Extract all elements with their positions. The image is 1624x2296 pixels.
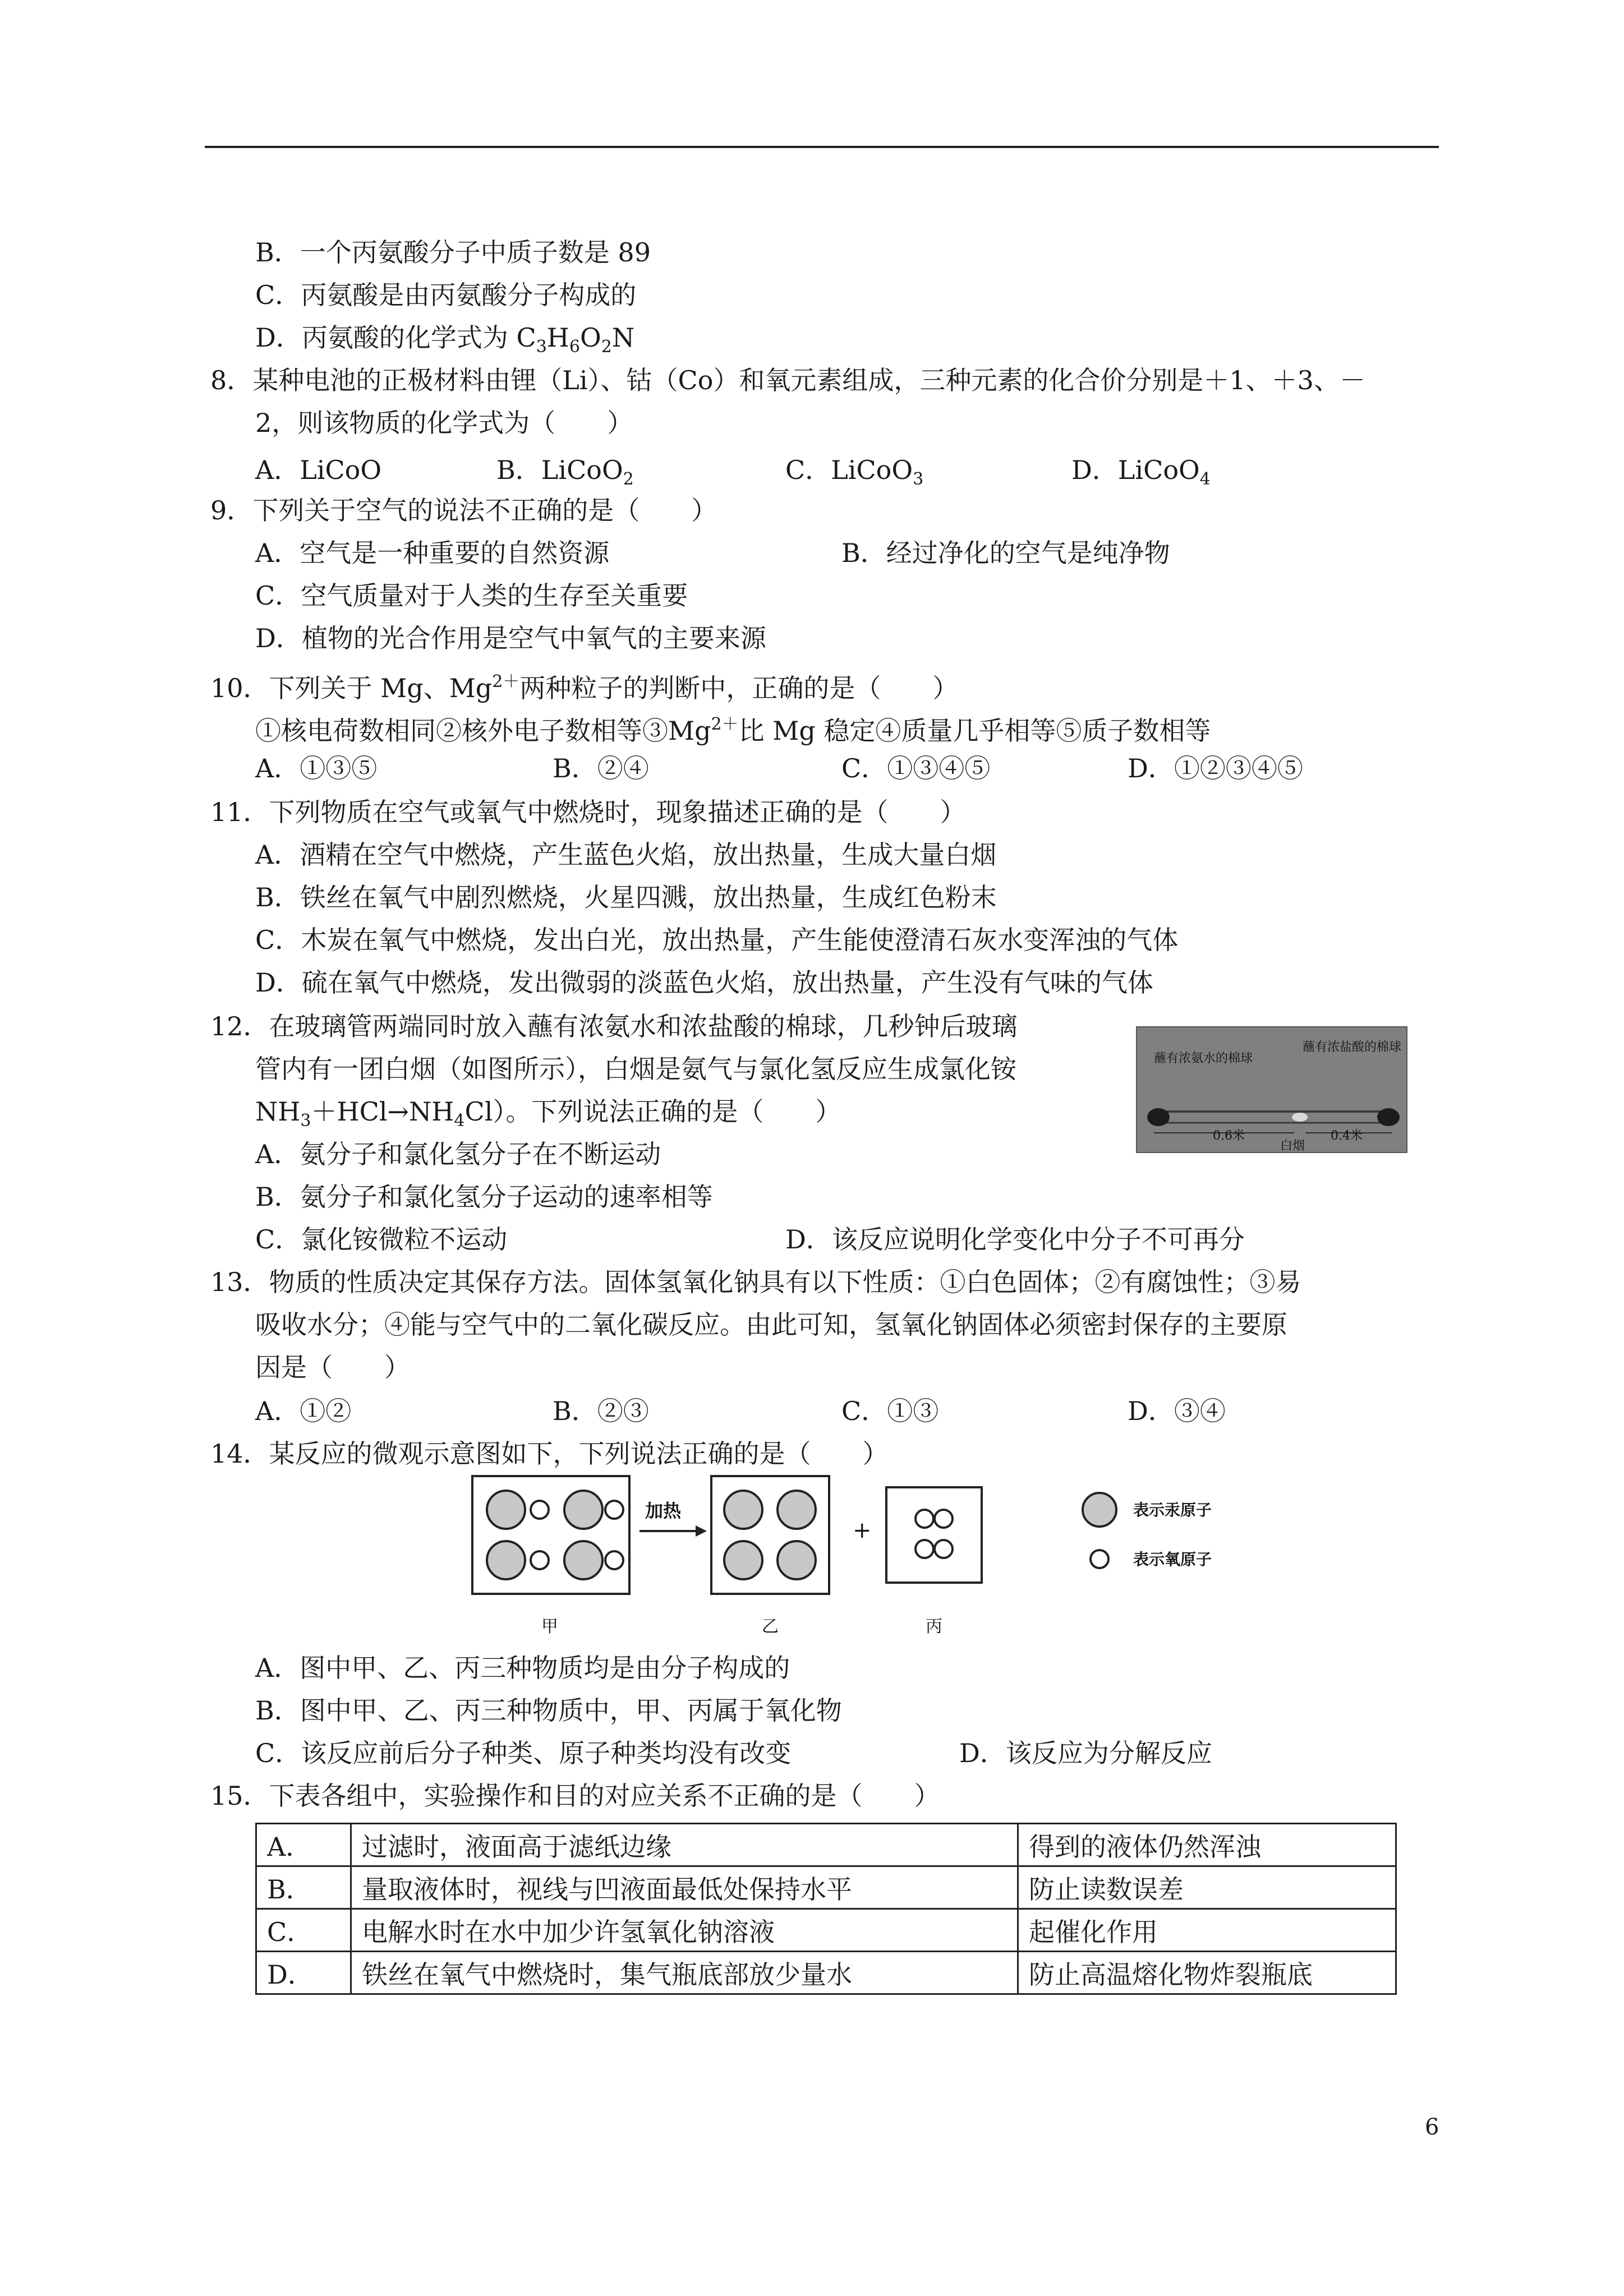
row-goal: 得到的液体仍然浑浊	[1018, 1824, 1396, 1866]
row-goal: 防止读数误差	[1018, 1866, 1396, 1909]
white-smoke	[1292, 1113, 1308, 1122]
reaction-micro-diagram	[471, 1475, 1245, 1643]
q13-stem-line2: 吸收水分；④能与空气中的二氧化碳反应。由此可知，氢氧化钠固体必须密封保存的主要原	[255, 1310, 1287, 1340]
q13-stem-line3: 因是（ ）	[255, 1352, 410, 1382]
table-row	[256, 1866, 1396, 1909]
q9-option-a: A．空气是一种重要的自然资源	[255, 538, 610, 568]
q11-option-a: A．酒精在空气中燃烧，产生蓝色火焰，放出热量，生成大量白烟	[255, 840, 997, 870]
q14-option-a: A．图中甲、乙、丙三种物质均是由分子构成的	[255, 1653, 790, 1683]
q11-option-d: D．硫在氧气中燃烧，发出微弱的淡蓝色火焰，放出热量，产生没有气味的气体	[255, 967, 1153, 998]
q13-option-a: A．①②	[255, 1396, 352, 1426]
photo-label-left: 蘸有浓氨水的棉球	[1154, 1052, 1253, 1066]
q8-option-d: D．LiCoO$_4$	[1071, 455, 1211, 489]
q10-option-a: A．①③⑤	[255, 753, 378, 783]
q14-option-c: C．该反应前后分子种类、原子种类均没有改变	[255, 1738, 792, 1768]
q10-option-d: D．①②③④⑤	[1128, 753, 1303, 783]
q11-option-b: B．铁丝在氧气中剧烈燃烧，火星四溅，放出热量，生成红色粉末	[255, 882, 997, 912]
q12-stem-line3: $NH_3+HCl\to NH_4Cl$）。下列说法正确的是（ ）	[255, 1096, 841, 1131]
q12-option-a: A．氨分子和氯化氢分子在不断运动	[255, 1139, 661, 1169]
row-option: C．	[256, 1909, 351, 1952]
o2-molecules	[915, 1510, 953, 1558]
photo-smoke-label: 白烟	[1280, 1139, 1305, 1152]
legend-o-icon	[1091, 1550, 1108, 1568]
plus-sign: +	[853, 1518, 872, 1543]
row-option: A．	[256, 1824, 351, 1866]
q12-option-d: D．该反应说明化学变化中分子不可再分	[785, 1224, 1245, 1255]
box-yi	[711, 1476, 829, 1594]
label-jia: 甲	[541, 1617, 558, 1636]
q7-option-c: C．丙氨酸是由丙氨酸分子构成的	[255, 280, 637, 310]
q12-option-b: B．氨分子和氯化氢分子运动的速率相等	[255, 1182, 713, 1212]
hcl-cotton-ball	[1377, 1108, 1400, 1126]
ammonia-cotton-ball	[1147, 1108, 1170, 1126]
row-operation: 电解水时在水中加少许氢氧化钠溶液	[351, 1909, 1018, 1952]
q13-stem-line1: 13．物质的性质决定其保存方法。固体氢氧化钠具有以下性质：①白色固体；②有腐蚀性；③易	[210, 1267, 1301, 1297]
q13-option-d: D．③④	[1128, 1396, 1226, 1426]
q14-option-d: D．该反应为分解反应	[959, 1738, 1212, 1768]
glass-tube-photo	[1136, 1026, 1407, 1153]
q10-option-c: C．①③④⑤	[841, 753, 991, 783]
hgo-molecules	[487, 1491, 623, 1579]
q14-option-b: B．图中甲、乙、丙三种物质中，甲、丙属于氧化物	[255, 1695, 842, 1726]
q8-option-b: B．LiCoO$_2$	[496, 455, 634, 489]
q9-option-c: C．空气质量对于人类的生存至关重要	[255, 580, 688, 611]
q9-option-d: D．植物的光合作用是空气中氧气的主要来源	[255, 623, 766, 653]
table-row	[256, 1909, 1396, 1952]
table-row	[256, 1824, 1396, 1866]
row-operation: 量取液体时，视线与凹液面最低处保持水平	[351, 1866, 1018, 1909]
row-goal: 防止高温熔化物炸裂瓶底	[1018, 1952, 1396, 1994]
q8-option-c: C．LiCoO$_3$	[785, 455, 924, 489]
q13-option-c: C．①③	[841, 1396, 939, 1426]
q13-option-b: B．②③	[553, 1396, 649, 1426]
row-goal: 起催化作用	[1018, 1909, 1396, 1952]
q15-table	[255, 1823, 1397, 1995]
heat-label: 加热	[645, 1500, 682, 1522]
q14-stem: 14．某反应的微观示意图如下，下列说法正确的是（ ）	[210, 1439, 889, 1469]
header-rule	[205, 146, 1439, 148]
q11-option-c: C．木炭在氧气中燃烧，发出白光，放出热量，产生能使澄清石灰水变浑浊的气体	[255, 925, 1179, 955]
row-option: D．	[256, 1952, 351, 1994]
label-yi: 乙	[762, 1617, 779, 1636]
q9-option-b: B．经过净化的空气是纯净物	[841, 538, 1170, 568]
legend-hg-text: 表示汞原子	[1133, 1501, 1212, 1519]
q7-option-b: B．一个丙氨酸分子中质子数是 89	[255, 237, 651, 268]
q8-stem-line1: 8．某种电池的正极材料由锂（Li）、钴（Co）和氧元素组成，三种元素的化合价分别是＋1、＋3、－	[210, 365, 1365, 395]
q12-stem-line1: 12．在玻璃管两端同时放入蘸有浓氨水和浓盐酸的棉球，几秒钟后玻璃	[210, 1011, 1018, 1041]
table-row	[256, 1952, 1396, 1994]
row-operation: 过滤时，液面高于滤纸边缘	[351, 1824, 1018, 1866]
label-bing: 丙	[926, 1617, 942, 1636]
q15-stem: 15．下表各组中，实验操作和目的对应关系不正确的是（ ）	[210, 1781, 940, 1811]
q12-option-c: C．氯化铵微粒不运动	[255, 1224, 508, 1255]
q10-stem: 10．下列关于 Mg、$Mg^{2+}$两种粒子的判断中，正确的是（ ）	[210, 672, 959, 703]
q12-stem-line2: 管内有一团白烟（如图所示），白烟是氨气与氯化氢反应生成氯化铵	[255, 1054, 1016, 1084]
photo-label-right: 蘸有浓盐酸的棉球	[1303, 1040, 1402, 1054]
row-operation: 铁丝在氧气中燃烧时，集气瓶底部放少量水	[351, 1952, 1018, 1994]
q10-statements: ①核电荷数相同②核外电子数相等$③Mg^{2+}$比 Mg 稳定④质量几乎相等⑤质子数相等	[255, 714, 1211, 746]
row-option: B．	[256, 1866, 351, 1909]
hg-atoms	[724, 1491, 816, 1579]
q10-option-b: B．②④	[553, 753, 649, 783]
box-bing	[886, 1487, 982, 1583]
photo-distance-right: 0.4米	[1331, 1129, 1363, 1143]
page-number: 6	[1425, 2114, 1439, 2140]
legend-hg-icon	[1083, 1493, 1116, 1527]
q7-option-d: D．丙氨酸的化学式为 $C_3H_6O_2N$	[255, 322, 635, 357]
q8-option-a: A．LiCoO	[255, 455, 382, 485]
q8-stem-line2: 2，则该物质的化学式为（ ）	[255, 408, 633, 438]
legend-o-text: 表示氧原子	[1133, 1550, 1212, 1569]
q11-stem: 11．下列物质在空气或氧气中燃烧时，现象描述正确的是（ ）	[210, 797, 966, 827]
photo-distance-left: 0.6米	[1213, 1129, 1245, 1143]
q9-stem: 9．下列关于空气的说法不正确的是（ ）	[210, 495, 717, 525]
